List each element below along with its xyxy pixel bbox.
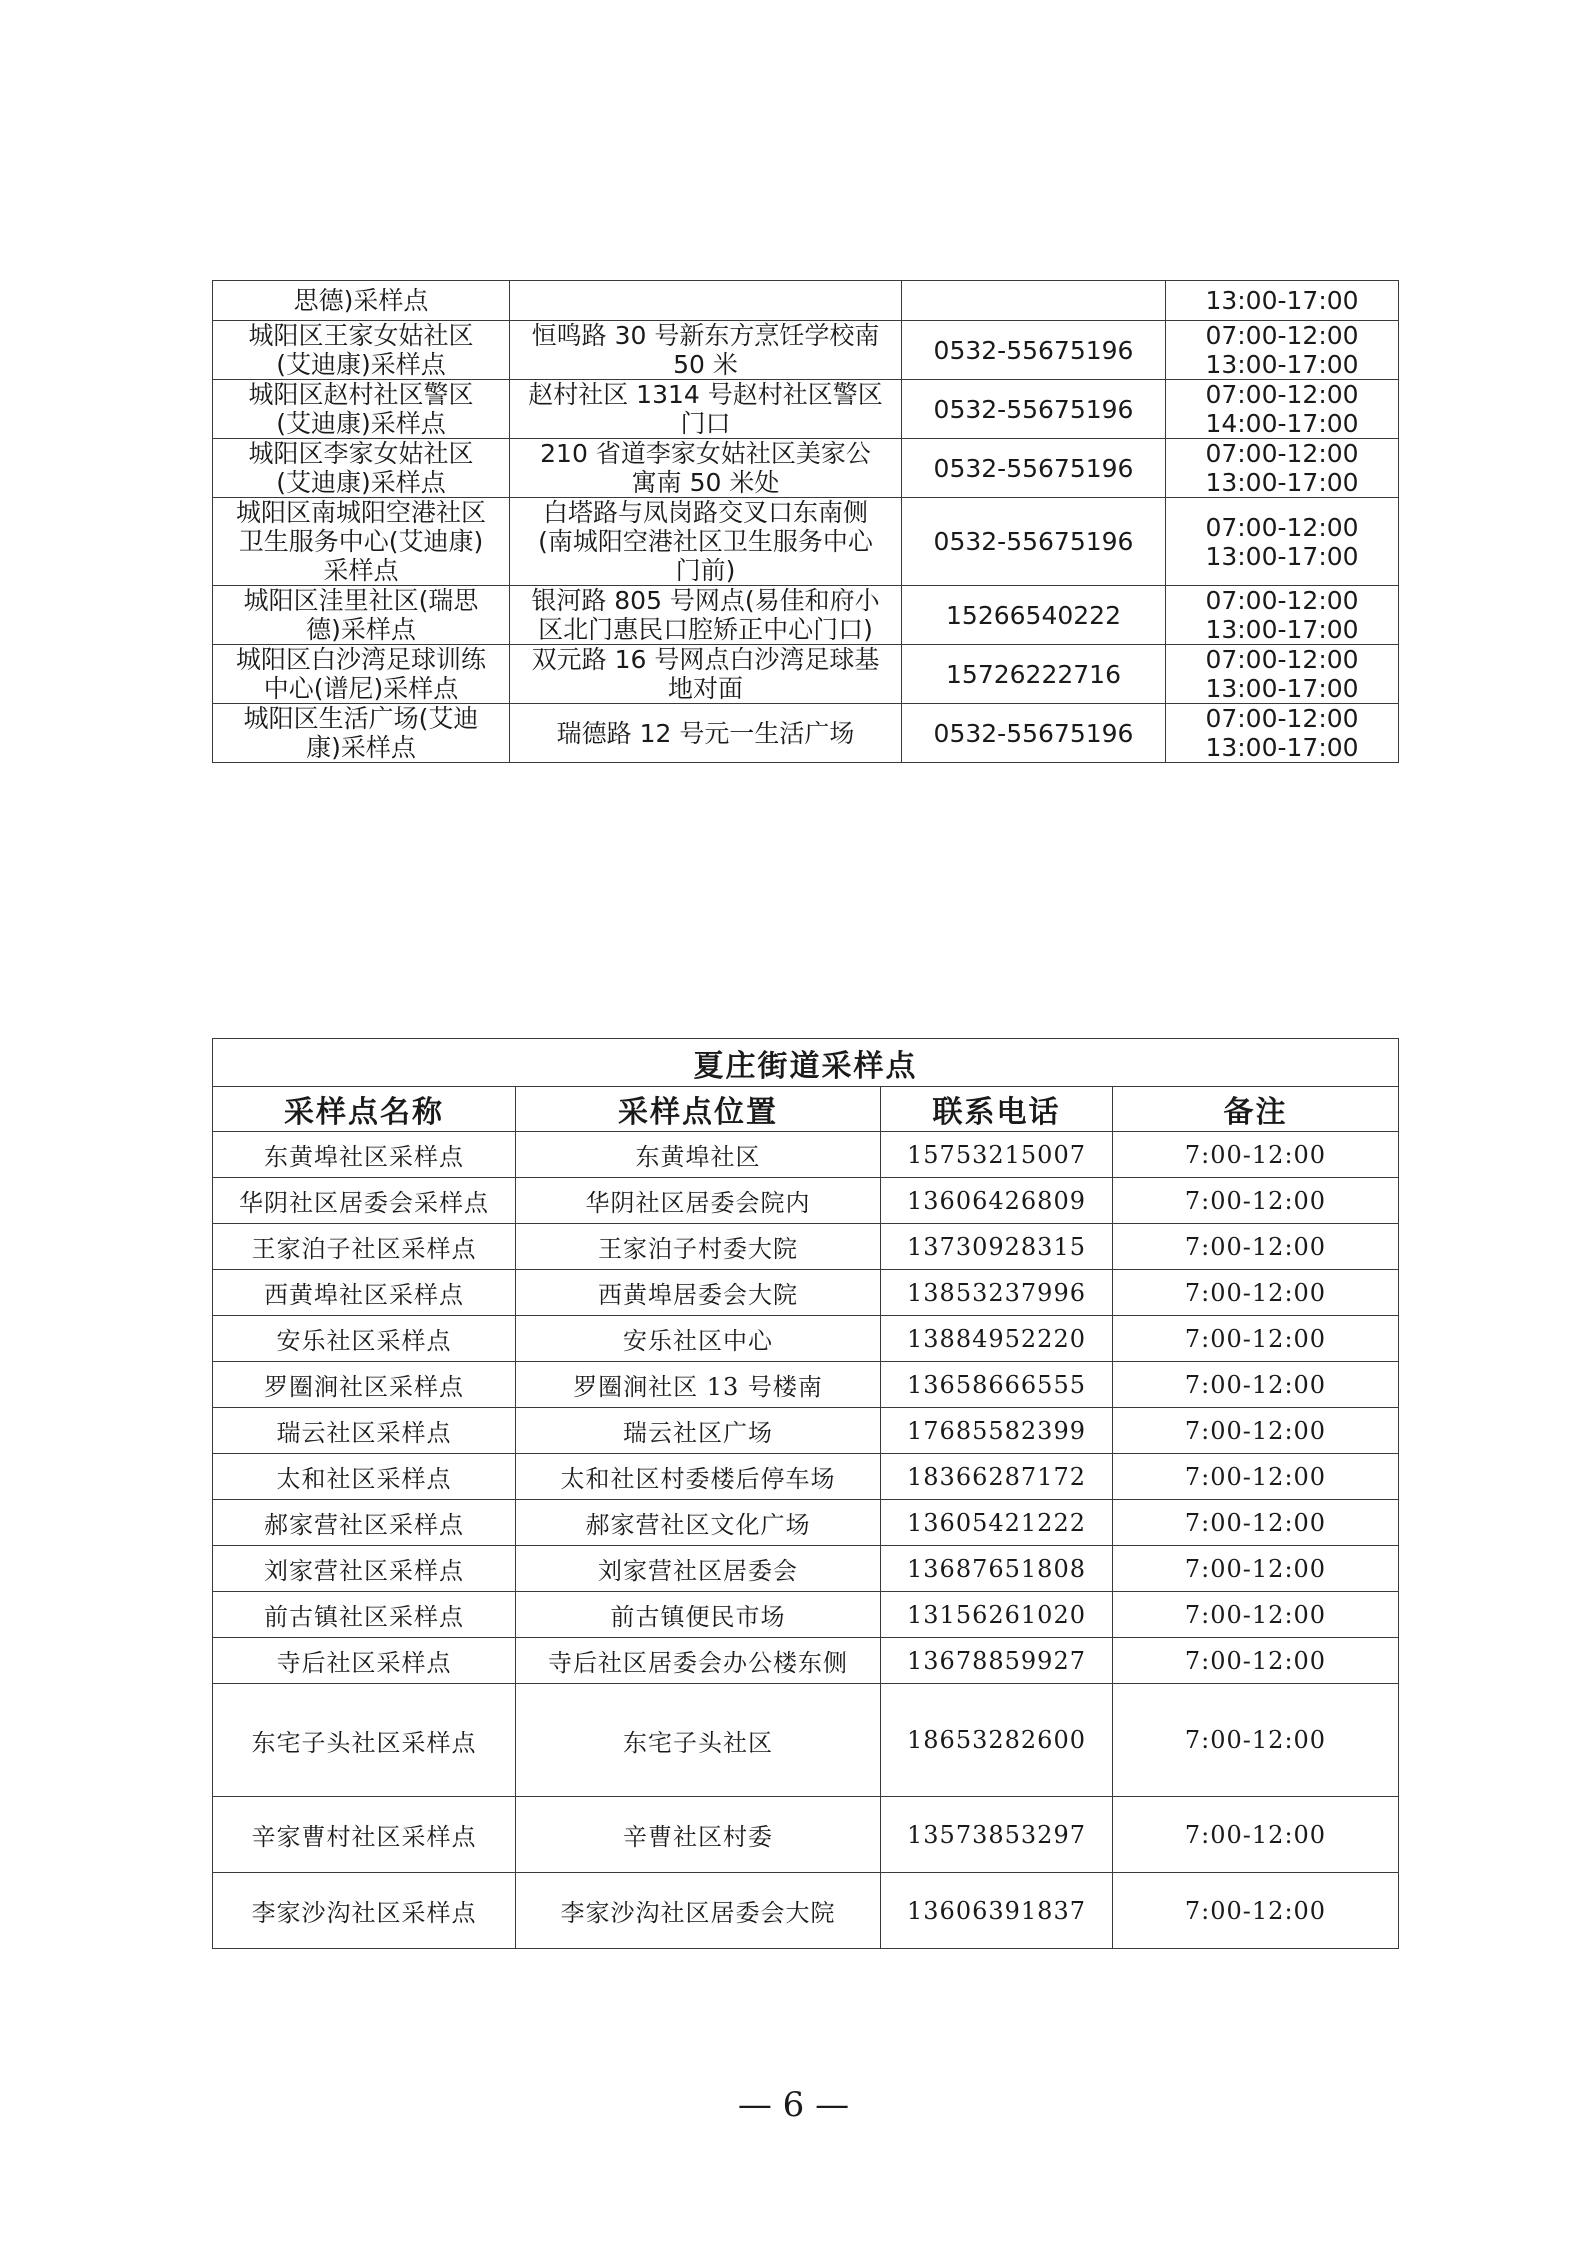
site-hours-line: 07:00-12:00 (1205, 380, 1359, 409)
page-number: — 6 — (737, 2085, 850, 2125)
site-name (213, 704, 510, 763)
site-phone: 13573853297 (881, 1797, 1113, 1873)
site-hours (1166, 321, 1399, 380)
site-location-line: 寓南 50 米处 (631, 468, 780, 497)
site-name: 东宅子头社区采样点 (213, 1684, 516, 1797)
site-name-line: 思德)采样点 (293, 285, 429, 315)
site-phone: 13156261020 (881, 1592, 1113, 1638)
table-title: 夏庄街道采样点 (213, 1039, 1399, 1087)
table-row (213, 321, 1399, 380)
table-row (213, 1362, 1399, 1408)
site-phone: 13606391837 (881, 1873, 1113, 1949)
site-phone: 15753215007 (881, 1132, 1113, 1178)
site-name: 华阴社区居委会采样点 (213, 1178, 516, 1224)
site-phone: 13687651808 (881, 1546, 1113, 1592)
site-name (213, 645, 510, 704)
site-note: 7:00-12:00 (1113, 1270, 1399, 1316)
site-location-line: 区北门惠民口腔矫正中心门口) (538, 615, 873, 644)
site-location-line: 双元路 16 号网点白沙湾足球基 (531, 645, 880, 674)
header-site-name: 采样点名称 (213, 1087, 516, 1132)
table-row (213, 704, 1399, 763)
site-name-line: 城阳区王家女姑社区 (248, 321, 474, 350)
site-location: 李家沙沟社区居委会大院 (516, 1873, 881, 1949)
site-phone: 13605421222 (881, 1500, 1113, 1546)
site-name-line: (艾迪康)采样点 (276, 468, 446, 497)
site-name-line: 康)采样点 (306, 733, 416, 762)
site-location-line: 银河路 805 号网点(易佳和府小 (531, 586, 880, 615)
site-name: 前古镇社区采样点 (213, 1592, 516, 1638)
site-name-line: 城阳区白沙湾足球训练 (235, 645, 486, 674)
table-row (213, 1270, 1399, 1316)
site-phone: 15726222716 (902, 645, 1166, 704)
site-phone: 13853237996 (881, 1270, 1113, 1316)
site-hours-line: 13:00-17:00 (1205, 468, 1359, 497)
site-note: 7:00-12:00 (1113, 1224, 1399, 1270)
site-name: 西黄埠社区采样点 (213, 1270, 516, 1316)
table-row (213, 1546, 1399, 1592)
site-phone: 13730928315 (881, 1224, 1113, 1270)
site-location-line: 赵村社区 1314 号赵村社区警区 (528, 380, 883, 409)
site-location: 郝家营社区文化广场 (516, 1500, 881, 1546)
site-phone: 0532-55675196 (902, 321, 1166, 380)
table-row (213, 1178, 1399, 1224)
site-location-line: 恒鸣路 30 号新东方烹饪学校南 (531, 321, 880, 350)
site-name: 瑞云社区采样点 (213, 1408, 516, 1454)
site-location: 刘家营社区居委会 (516, 1546, 881, 1592)
site-hours (1166, 380, 1399, 439)
table-row (213, 1797, 1399, 1873)
site-name-line: (艾迪康)采样点 (276, 350, 446, 379)
site-phone: 17685582399 (881, 1408, 1113, 1454)
site-location-line: 白塔路与凤岗路交叉口东南侧 (542, 498, 868, 527)
site-hours-line: 07:00-12:00 (1205, 321, 1359, 350)
site-name (213, 321, 510, 380)
table-row (213, 1454, 1399, 1500)
site-hours (1166, 586, 1399, 645)
site-location-line: 地对面 (667, 674, 743, 703)
site-location: 前古镇便民市场 (516, 1592, 881, 1638)
table-row (213, 1408, 1399, 1454)
site-hours (1166, 704, 1399, 763)
header-site-location: 采样点位置 (516, 1087, 881, 1132)
site-location-line: 瑞德路 12 号元一生活广场 (556, 718, 855, 748)
site-hours-line: 07:00-12:00 (1205, 704, 1359, 733)
site-note: 7:00-12:00 (1113, 1408, 1399, 1454)
site-location: 西黄埠居委会大院 (516, 1270, 881, 1316)
site-location (510, 439, 902, 498)
site-location: 东宅子头社区 (516, 1684, 881, 1797)
site-location: 太和社区村委楼后停车场 (516, 1454, 881, 1500)
site-name: 太和社区采样点 (213, 1454, 516, 1500)
site-location-line: (南城阳空港社区卫生服务中心 (538, 527, 873, 556)
site-location (510, 586, 902, 645)
site-location: 瑞云社区广场 (516, 1408, 881, 1454)
site-location-line: 门前) (675, 556, 736, 585)
table-row (213, 439, 1399, 498)
site-name-line: 城阳区洼里社区(瑞思 (243, 586, 479, 615)
site-hours-line: 13:00-17:00 (1205, 350, 1359, 379)
site-hours-line: 13:00-17:00 (1205, 615, 1359, 644)
table-row (213, 380, 1399, 439)
site-note: 7:00-12:00 (1113, 1500, 1399, 1546)
site-name-line: 城阳区李家女姑社区 (248, 439, 474, 468)
site-name-line: 城阳区南城阳空港社区 (235, 498, 486, 527)
site-note: 7:00-12:00 (1113, 1797, 1399, 1873)
site-name: 刘家营社区采样点 (213, 1546, 516, 1592)
table-row (213, 1500, 1399, 1546)
site-name-line: 卫生服务中心(艾迪康) (238, 527, 484, 556)
site-hours (1166, 281, 1399, 321)
site-hours-line: 07:00-12:00 (1205, 645, 1359, 674)
site-location: 东黄埠社区 (516, 1132, 881, 1178)
site-location: 王家泊子村委大院 (516, 1224, 881, 1270)
table-row (213, 586, 1399, 645)
site-name-line: 采样点 (323, 556, 399, 585)
site-phone: 0532-55675196 (902, 439, 1166, 498)
site-phone (902, 281, 1166, 321)
site-name: 李家沙沟社区采样点 (213, 1873, 516, 1949)
site-location-line: 门口 (680, 409, 731, 438)
site-name: 东黄埠社区采样点 (213, 1132, 516, 1178)
site-hours-line: 07:00-12:00 (1205, 439, 1359, 468)
site-note: 7:00-12:00 (1113, 1592, 1399, 1638)
site-note: 7:00-12:00 (1113, 1178, 1399, 1224)
site-phone: 13658666555 (881, 1362, 1113, 1408)
site-location: 罗圈涧社区 13 号楼南 (516, 1362, 881, 1408)
site-name (213, 281, 510, 321)
site-phone: 18366287172 (881, 1454, 1113, 1500)
table-row (213, 1684, 1399, 1797)
site-name: 罗圈涧社区采样点 (213, 1362, 516, 1408)
site-hours-line: 13:00-17:00 (1205, 674, 1359, 703)
site-phone: 0532-55675196 (902, 704, 1166, 763)
site-hours (1166, 439, 1399, 498)
site-hours-line: 13:00-17:00 (1205, 285, 1359, 315)
site-phone: 15266540222 (902, 586, 1166, 645)
site-phone: 0532-55675196 (902, 380, 1166, 439)
site-name-line: 中心(谱尼)采样点 (263, 674, 459, 703)
site-name-line: (艾迪康)采样点 (276, 409, 446, 438)
site-location: 寺后社区居委会办公楼东侧 (516, 1638, 881, 1684)
site-location-line: 210 省道李家女姑社区美家公 (540, 439, 871, 468)
site-name (213, 498, 510, 586)
table-row (213, 1316, 1399, 1362)
header-phone: 联系电话 (881, 1087, 1113, 1132)
site-hours-line: 14:00-17:00 (1205, 409, 1359, 438)
site-phone: 18653282600 (881, 1684, 1113, 1797)
site-hours (1166, 645, 1399, 704)
site-hours (1166, 498, 1399, 586)
site-name-line: 城阳区赵村社区警区 (248, 380, 474, 409)
table-row (213, 1132, 1399, 1178)
table-row (213, 1592, 1399, 1638)
table-row (213, 1873, 1399, 1949)
site-name: 王家泊子社区采样点 (213, 1224, 516, 1270)
header-note: 备注 (1113, 1087, 1399, 1132)
site-hours-line: 07:00-12:00 (1205, 512, 1359, 542)
site-name: 郝家营社区采样点 (213, 1500, 516, 1546)
table-row (213, 281, 1399, 321)
site-note: 7:00-12:00 (1113, 1684, 1399, 1797)
site-note: 7:00-12:00 (1113, 1638, 1399, 1684)
site-phone: 13606426809 (881, 1178, 1113, 1224)
site-name (213, 439, 510, 498)
site-name-line: 德)采样点 (306, 615, 416, 644)
site-name: 辛家曹村社区采样点 (213, 1797, 516, 1873)
site-name (213, 380, 510, 439)
site-location: 华阴社区居委会院内 (516, 1178, 881, 1224)
site-location (510, 321, 902, 380)
site-note: 7:00-12:00 (1113, 1454, 1399, 1500)
site-phone: 13678859927 (881, 1638, 1113, 1684)
site-hours-line: 07:00-12:00 (1205, 586, 1359, 615)
site-note: 7:00-12:00 (1113, 1316, 1399, 1362)
site-hours-line: 13:00-17:00 (1205, 733, 1359, 762)
site-location: 安乐社区中心 (516, 1316, 881, 1362)
site-name: 安乐社区采样点 (213, 1316, 516, 1362)
site-note: 7:00-12:00 (1113, 1362, 1399, 1408)
site-note: 7:00-12:00 (1113, 1132, 1399, 1178)
site-note: 7:00-12:00 (1113, 1546, 1399, 1592)
site-location (510, 704, 902, 763)
site-name: 寺后社区采样点 (213, 1638, 516, 1684)
table-row (213, 1224, 1399, 1270)
table-row (213, 498, 1399, 586)
site-note: 7:00-12:00 (1113, 1873, 1399, 1949)
table-row (213, 1638, 1399, 1684)
site-location (510, 281, 902, 321)
site-location (510, 645, 902, 704)
site-name-line: 城阳区生活广场(艾迪 (243, 704, 479, 733)
site-location: 辛曹社区村委 (516, 1797, 881, 1873)
site-location (510, 380, 902, 439)
site-location (510, 498, 902, 586)
site-name (213, 586, 510, 645)
site-hours-line: 13:00-17:00 (1205, 541, 1359, 571)
xiazhuang-sampling-sites-table (212, 1038, 1399, 1949)
site-phone: 13884952220 (881, 1316, 1113, 1362)
table-row (213, 645, 1399, 704)
site-phone: 0532-55675196 (902, 498, 1166, 586)
site-location-line: 50 米 (673, 350, 738, 379)
sampling-sites-table-continued (212, 280, 1399, 763)
